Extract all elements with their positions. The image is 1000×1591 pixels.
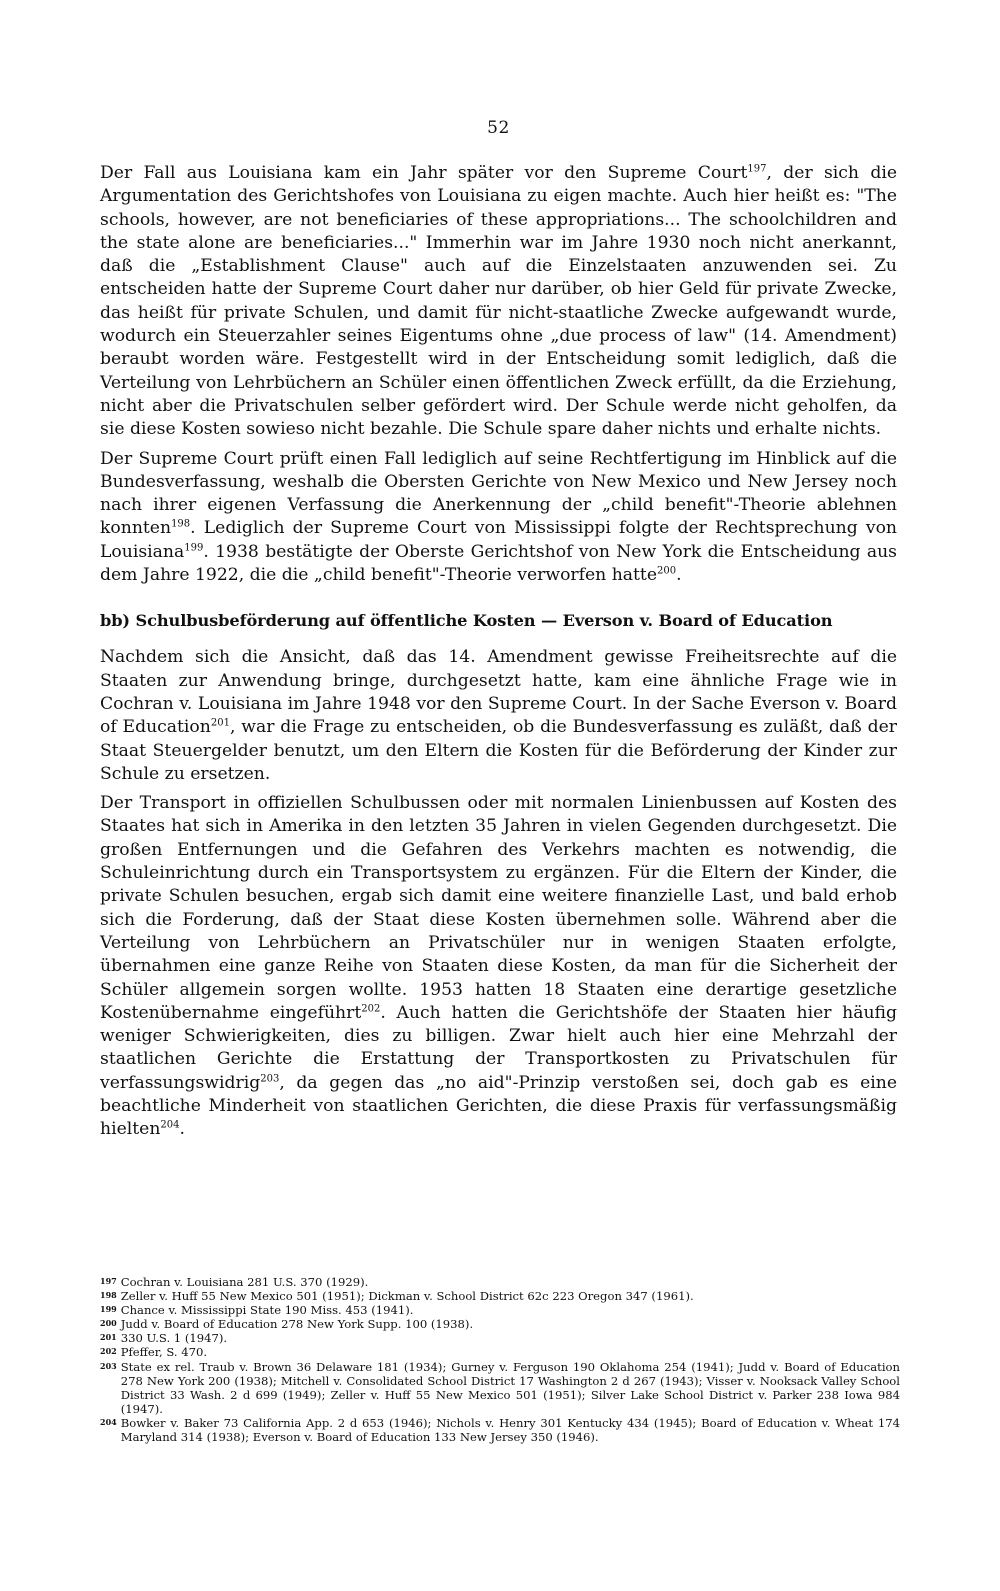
footnote: [100, 1303, 900, 1317]
paragraph-text: . Auch hatten die Gerichtshöfe der Staaten hier häufig weniger Schwierigkeiten, dies zu billigen. Zwar hielt auch hier eine Mehrzahl der staatlichen Gerichte die Erstattung der Transportkosten zu Privatschulen für verfassungswidrig: [100, 1002, 897, 1093]
paragraph-text: . 1938 bestätigte der Oberste Gerichtshof von New York die Entscheidung aus dem Jahre 1922, die die „child benefit"-Theorie verworfen hatte: [100, 541, 897, 586]
footnote-text: Pfeffer, S. 470.: [120, 1345, 208, 1360]
page-number: 52: [487, 118, 510, 138]
footnote-text: 330 U.S. 1 (1947).: [120, 1331, 228, 1346]
footnote-marker: 199: [184, 542, 204, 554]
paragraph: [100, 448, 897, 588]
footnote-number: 197: [100, 1276, 117, 1286]
footnote-text: Judd v. Board of Education 278 New York Supp. 100 (1938).: [120, 1317, 474, 1332]
footnote-text: State ex rel. Traub v. Brown 36 Delaware 181 (1934); Gurney v. Ferguson 190 Oklahoma 254 (1941); Judd v. Board of Education 278 New York 200 (1938); Mitchell v. Consolidated School District 17 Washington 2 d 267 (1943); Visser v. Nooksack Valley School District 33 Wash. 2 d 699 (1949); Zeller v. Huff 55 New Mexico 501 (1951); Silver Lake School District v. Parker 238 Iowa 984 (1947).: [120, 1359, 900, 1416]
footnote-number: 202: [100, 1346, 117, 1357]
paragraph-text: , da gegen das „no aid"-Prinzip verstoßen sei, doch gab es eine beachtliche Minderheit von staatlichen Gerichten, die diese Praxis für verfassungsmäßig hielten: [100, 1072, 897, 1140]
footnote: [100, 1275, 900, 1289]
footnote: [100, 1317, 900, 1331]
footnote: [100, 1331, 900, 1345]
footnote-number: 203: [100, 1360, 117, 1371]
footnote-text: Chance v. Mississippi State 190 Miss. 453 (1941).: [120, 1303, 414, 1318]
paragraph: [100, 646, 897, 786]
paragraph-group-1: [100, 162, 897, 587]
page-body: [100, 118, 897, 1148]
paragraph: [100, 792, 897, 1141]
footnote-marker: 201: [210, 717, 230, 729]
paragraph-text: . Lediglich der Supreme Court von Mississippi folgte der Rechtsprechung von Louisiana: [100, 518, 897, 562]
footnote-marker: 204: [160, 1119, 180, 1131]
footnote-number: 204: [100, 1416, 117, 1427]
footnote: [100, 1345, 900, 1359]
paragraph-text: Der Transport in offiziellen Schulbussen oder mit normalen Linienbussen auf Kosten des Staates hat sich in Amerika in den letzten 35 Jahren in vielen Gegenden durchgesetzt. Die großen Entfernungen und die Gefahren des Verkehrs machten es notwendig, die Schuleinrichtung durch ein Transportsystem zu ergänzen. Für die Eltern der Kinder, die private Schulen besuchen, ergab sich damit eine weitere finanzielle Last, und bald erhob sich die Forderung, daß der Staat diese Kosten übernehmen solle. Während aber die Verteilung von Lehrbüchern an Privatschüler nur in wenigen Staaten erfolgte, übernahmen eine ganze Reihe von Staaten diese Kosten, da man für die Sicherheit der Schüler allgemein sorgen wollte. 1953 hatten 18 Staaten eine derartige gesetzliche Kostenübernahme eingeführt: [100, 793, 897, 1023]
footnote-marker: 198: [171, 518, 191, 530]
footnote-text: Bowker v. Baker 73 California App. 2 d 653 (1946); Nichols v. Henry 301 Kentucky 434 (1945); Board of Education v. Wheat 174 Maryland 314 (1938); Everson v. Board of Education 133 New Jersey 350 (1946).: [120, 1415, 900, 1445]
footnotes: [100, 1275, 900, 1444]
footnote-marker: 203: [260, 1072, 280, 1084]
paragraph: [100, 162, 897, 442]
paragraph-text: Der Fall aus Louisiana kam ein Jahr später vor den Supreme Court: [100, 163, 748, 183]
paragraph-text: Nachdem sich die Ansicht, daß das 14. Amendment gewisse Freiheitsrechte auf die Staaten zur Anwendung bringe, durchgesetzt hatte, kam eine ähnliche Frage wie in Cochran v. Louisiana im Jahre 1948 vor den Supreme Court. In der Sache Everson v. Board of Education: [100, 647, 897, 738]
footnote-text: Cochran v. Louisiana 281 U.S. 370 (1929).: [120, 1275, 369, 1289]
paragraph-group-2: [100, 646, 897, 1141]
section-heading: bb) Schulbusbeförderung auf öffentliche Kosten — Everson v. Board of Education: [100, 611, 833, 631]
paragraph-text: , der sich die Argumentation des Gerichtshofes von Louisiana zu eigen machte. Auch hier heißt es: "The schools, however, are not beneficiaries of these appropriations... The schoolchildren and the state alone are beneficiaries..." Immerhin war im Jahre 1930 noch nicht anerkannt, daß die „Establishment Clause" auch auf die Einzelstaaten anzuwenden sei. Zu entscheiden hatte der Supreme Court daher nur darüber, ob hier Geld für private Zwecke, das heißt für private Schulen, und damit für nicht-staatliche Zwecke aufgewandt wurde, wodurch ein Steuerzahler seines Eigentums ohne „due process of law" (14. Amendment) beraubt worden wäre. Festgestellt wird in der Entscheidung somit lediglich, daß die Verteilung von Lehrbüchern an Schüler einen öffentlichen Zweck erfüllt, da die Erziehung, nicht aber die Privatschulen selber gefördert wird. Der Schule werde nicht geholfen, da sie diese Kosten sowieso nicht bezahle. Die Schule spare daher nichts und erhalte nichts.: [100, 163, 897, 440]
paragraph-text: Der Supreme Court prüft einen Fall lediglich auf seine Rechtfertigung im Hinblick auf die Bundesverfassung, weshalb die Obersten Gerichte von New Mexico und New Jersey noch nach ihrer eigenen Verfassung die Anerkennung der „child benefit"-Theorie ablehnen konnten: [100, 448, 897, 539]
paragraph-text: .: [179, 1119, 185, 1140]
footnote-text: Zeller v. Huff 55 New Mexico 501 (1951); Dickman v. School District 62c 223 Oregon 347 (1961).: [120, 1289, 694, 1304]
footnote-number: 200: [100, 1318, 117, 1329]
footnote-marker: 200: [657, 565, 677, 577]
footnote-number: 199: [100, 1304, 117, 1315]
footnote-marker: 202: [361, 1003, 381, 1015]
footnote-number: 198: [100, 1290, 117, 1301]
footnote-number: 201: [100, 1332, 117, 1343]
footnote-marker: 197: [747, 163, 767, 175]
paragraph-text: .: [676, 565, 682, 586]
footnote: [100, 1360, 900, 1416]
paragraph-text: , war die Frage zu entscheiden, ob die Bundesverfassung es zuläßt, daß der Staat Steuergelder benutzt, um den Eltern die Kosten für die Beförderung der Kinder zur Schule zu ersetzen.: [100, 717, 897, 784]
footnote: [100, 1416, 900, 1444]
footnote: [100, 1289, 900, 1303]
